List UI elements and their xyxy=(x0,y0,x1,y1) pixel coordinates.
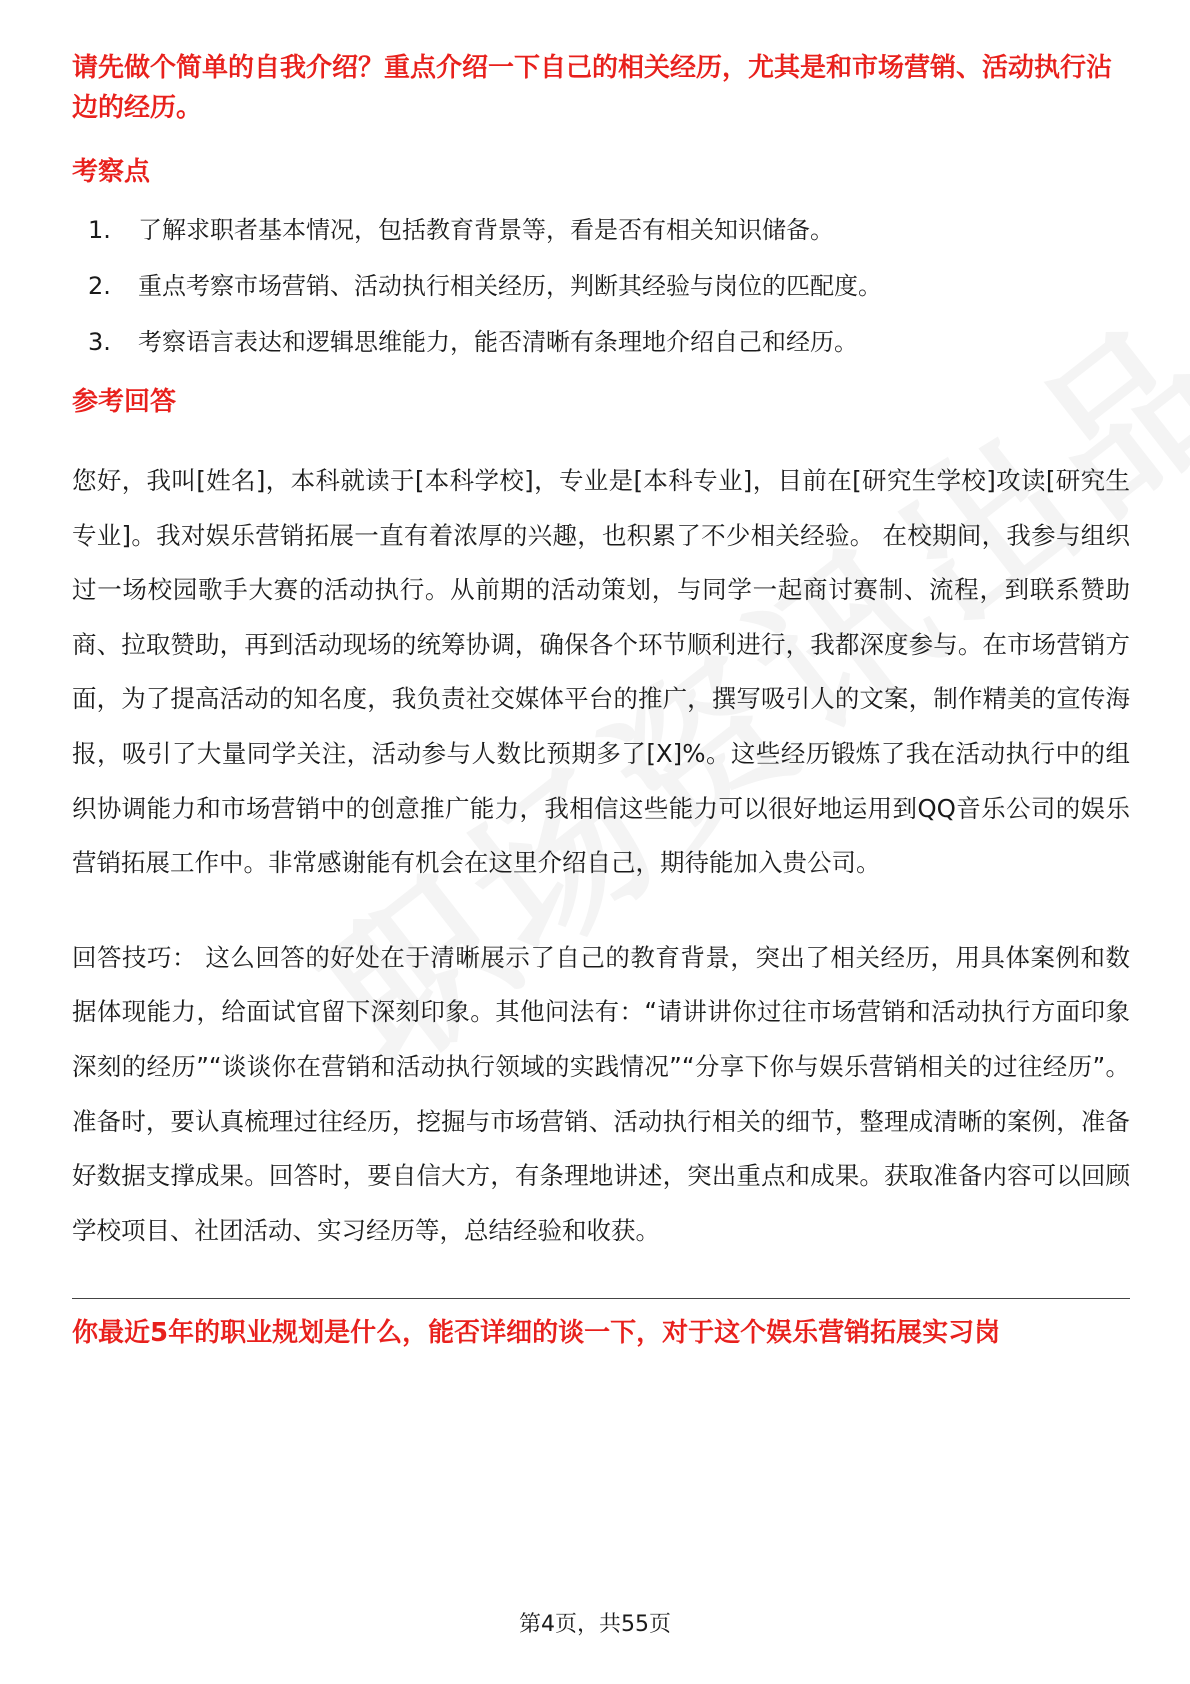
reference-answer: 您好，我叫[姓名]，本科就读于[本科学校]，专业是[本科专业]，目前在[研究生学校]攻读[研究生专业]。我对娱乐营销拓展一直有着浓厚的兴趣，也积累了不少相关经验。 在校期间，我参与组织过一场校园歌手大赛的活动执行。从前期的活动策划，与同学一起商讨赛制、流程，到联系赞助商、拉取赞助，再到活动现场的统筹协调，确保各个环节顺利进行，我都深度参与。在市场营销方面，为了提高活动的知名度，我负责社交媒体平台的推广，撰写吸引人的文案，制作精美的宣传海报，吸引了大量同学关注，活动参与人数比预期多了[X]%。这些经历锻炼了我在活动执行中的组织协调能力和市场营销中的创意推广能力，我相信这些能力可以很好地运用到QQ音乐公司的娱乐营销拓展工作中。非常感谢能有机会在这里介绍自己，期待能加入贵公司。 xyxy=(72,466,1130,878)
document-page xyxy=(72,48,1130,1353)
page-number: 第4页，共55页 xyxy=(519,1612,671,1637)
point-number: 1. xyxy=(88,216,111,244)
point-text: 重点考察市场营销、活动执行相关经历，判断其经验与岗位的匹配度。 xyxy=(138,272,882,300)
point-text: 了解求职者基本情况，包括教育背景等，看是否有相关知识储备。 xyxy=(138,216,834,244)
point-text: 考察语言表达和逻辑思维能力，能否清晰有条理地介绍自己和经历。 xyxy=(138,328,858,356)
examination-point xyxy=(72,322,1130,362)
reference-title: 参考回答 xyxy=(72,387,177,417)
examination-point xyxy=(72,266,1130,306)
section-divider xyxy=(72,1298,1130,1299)
point-number: 2. xyxy=(88,272,111,300)
next-question-heading: 你最近5年的职业规划是什么，能否详细的谈一下，对于这个娱乐营销拓展实习岗 xyxy=(72,1318,1001,1349)
point-number: 3. xyxy=(88,328,111,356)
examination-point xyxy=(72,210,1130,250)
examination-title: 考察点 xyxy=(72,157,151,187)
examination-points xyxy=(72,210,1130,362)
question-heading: 请先做个简单的自我介绍？重点介绍一下自己的相关经历，尤其是和市场营销、活动执行沾边的经历。 xyxy=(72,53,1113,123)
answer-tips: 回答技巧： 这么回答的好处在于清晰展示了自己的教育背景，突出了相关经历，用具体案例和数据体现能力，给面试官留下深刻印象。其他问法有：“请讲讲你过往市场营销和活动执行方面印象深刻的经历”“谈谈你在营销和活动执行领域的实践情况”“分享下你与娱乐营销相关的过往经历”。准备时，要认真梳理过往经历，挖掘与市场营销、活动执行相关的细节，整理成清晰的案例，准备好数据支撑成果。回答时，要自信大方，有条理地讲述，突出重点和成果。获取准备内容可以回顾学校项目、社团活动、实习经历等，总结经验和收获。 xyxy=(72,942,1130,1245)
